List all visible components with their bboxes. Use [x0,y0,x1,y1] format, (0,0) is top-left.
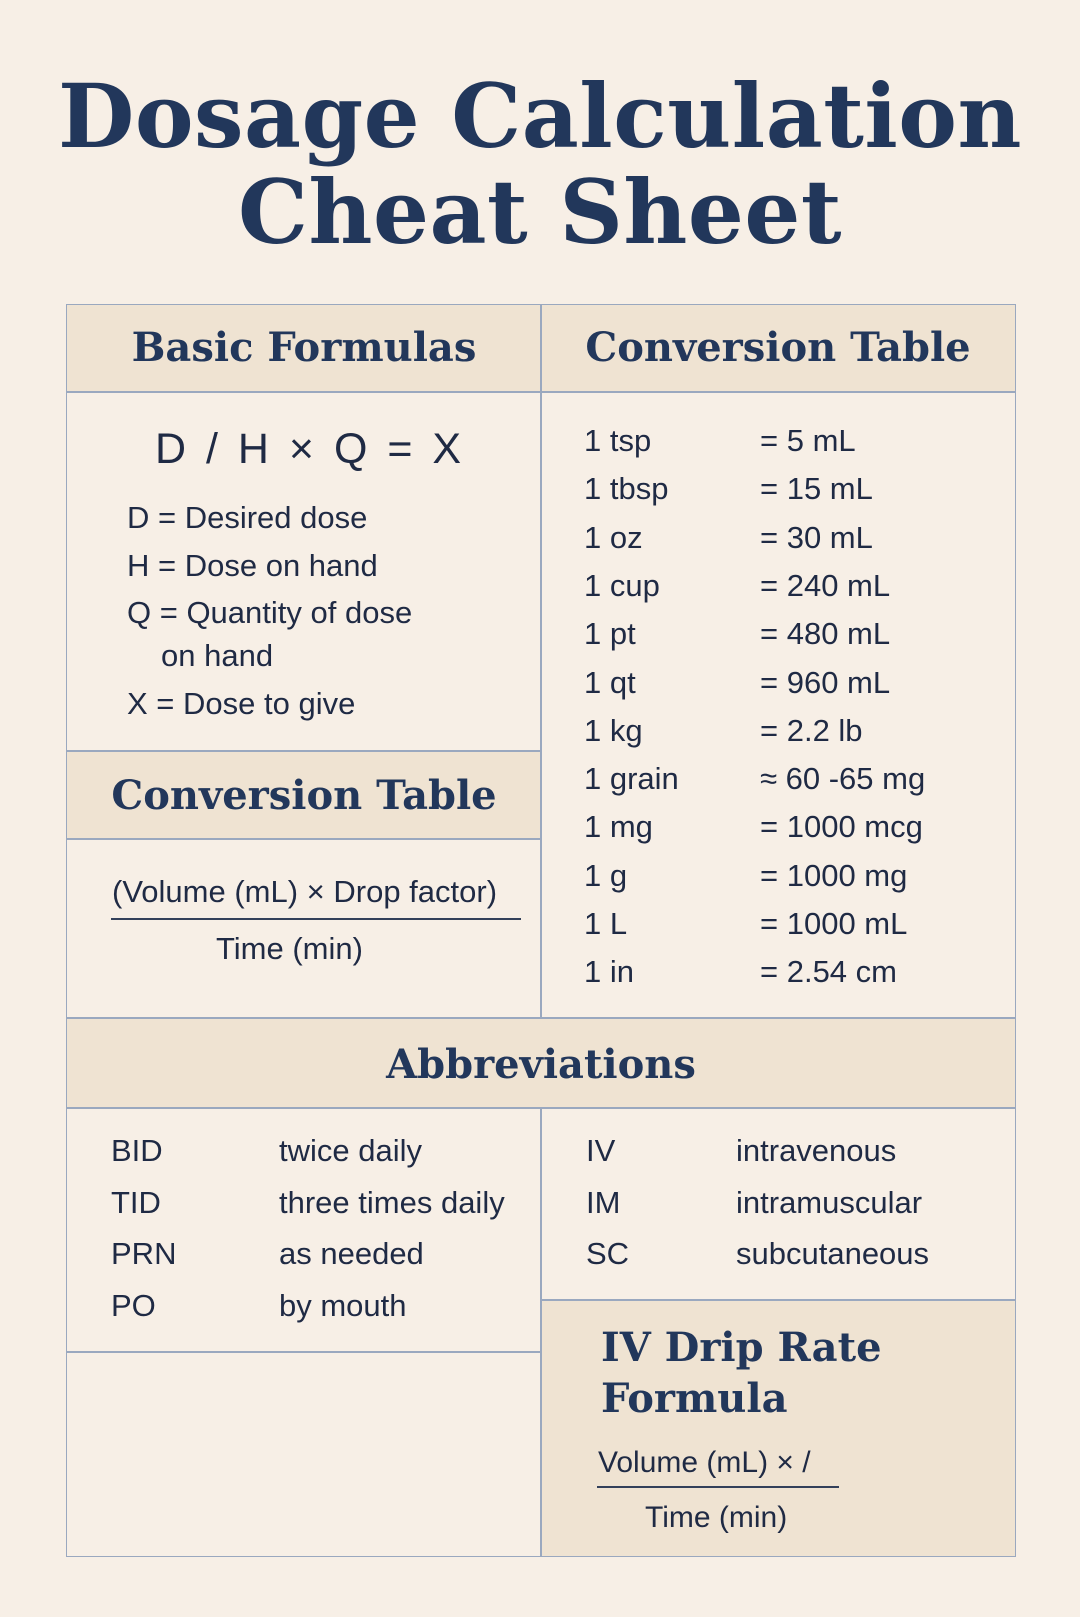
conversion-value: = 1000 mL [760,906,908,941]
abbreviation-term: PRN [111,1236,177,1271]
conversion-value: = 240 mL [760,567,891,603]
conversion-value: ≈ 60 -65 mg [760,761,926,797]
conversion-value: = 30 mL [760,519,873,555]
abbreviation-term: SC [586,1236,630,1271]
definition-dose-to-give: X = Dose to give [127,686,356,721]
abbreviation-term: TID [111,1184,161,1220]
left-conversion-heading: Conversion Table [111,772,497,819]
divider [541,1299,1016,1301]
conversion-value: = 1000 mg [760,857,908,893]
conversion-value: = 15 mL [760,471,873,507]
conversion-unit: 1 qt [584,664,636,700]
definition-desired-dose: D = Desired dose [127,500,368,535]
definition-dose-on-hand: H = Dose on hand [127,548,378,583]
conversion-unit: 1 L [584,906,628,941]
fraction-bar [111,918,521,920]
conversion-unit: 1 oz [584,519,643,555]
title-line-1: Dosage Calculation [58,64,1022,168]
divider [540,1107,542,1557]
abbreviation-meaning: subcutaneous [736,1236,930,1271]
conversion-unit: 1 tbsp [584,471,669,507]
abbreviation-meaning: intramuscular [736,1184,923,1220]
abbreviation-meaning: three times daily [279,1184,505,1220]
definition-quantity: Q = Quantity of dose [127,595,413,630]
abbreviations-heading: Abbreviations [386,1041,696,1088]
conversion-unit: 1 tsp [584,423,652,458]
abbreviation-term: BID [111,1133,163,1168]
conversion-unit: 1 pt [584,616,636,652]
page-title [0,64,1080,264]
iv-drip-heading-line-2: Formula [601,1375,788,1422]
divider [66,838,541,840]
conversion-table-heading: Conversion Table [585,324,971,371]
iv-drip-denominator: Time (min) [645,1501,788,1534]
iv-drip-numerator: Volume (mL) × / [598,1446,811,1479]
conversion-value: = 960 mL [760,664,891,700]
abbreviation-term: IV [586,1133,616,1168]
abbreviation-term: IM [586,1184,621,1220]
iv-drip-heading-line-1: IV Drip Rate [601,1324,882,1371]
divider [66,750,541,752]
drip-numerator: (Volume (mL) × Drop factor) [112,874,498,909]
conversion-value: = 1000 mcg [760,809,923,845]
drip-denominator: Time (min) [216,931,363,966]
conversion-value: = 5 mL [760,423,856,458]
conversion-unit: 1 kg [584,712,643,748]
abbreviation-meaning: as needed [279,1236,424,1271]
conversion-value: = 2.54 cm [760,954,897,990]
abbreviation-meaning: twice daily [279,1133,422,1168]
conversion-unit: 1 grain [584,761,679,797]
abbreviation-term: PO [111,1287,156,1323]
conversion-unit: 1 mg [584,809,653,845]
conversion-value: = 480 mL [760,616,891,652]
title-line-2: Cheat Sheet [238,160,842,264]
dosage-formula: D / H × Q = X [155,425,466,473]
conversion-unit: 1 g [584,857,628,893]
iv-fraction-bar [597,1486,839,1488]
abbreviation-meaning: intravenous [736,1133,897,1168]
conversion-unit: 1 in [584,954,634,990]
conversion-unit: 1 cup [584,567,660,603]
abbreviation-meaning: by mouth [279,1287,407,1323]
conversion-value: = 2.2 lb [760,712,863,748]
definition-quantity-continued: on hand [161,638,274,673]
basic-formulas-heading: Basic Formulas [131,324,477,371]
divider [66,1351,541,1353]
divider [540,304,542,1018]
